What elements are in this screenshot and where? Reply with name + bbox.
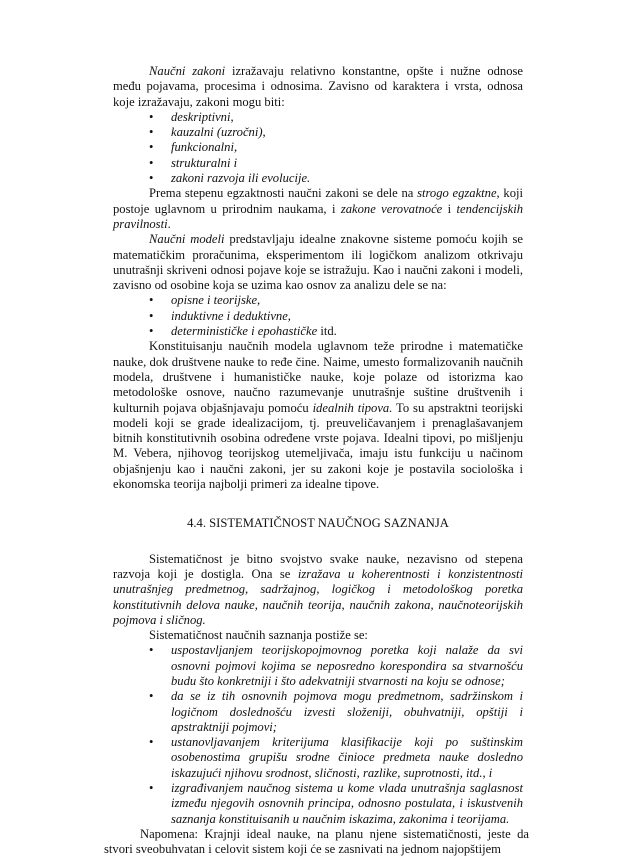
paragraph-scientific-models: Naučni modeli predstavljaju idealne znakovne sisteme pomoću kojih se matematičkim proračunima, eksperimentom ili logičkom analizom otkrivaju unutrašnji skriveni odnosi pojave koje se istražuju. Kao i naučni zakoni i modeli, zavisno od osobine koja se uzima kao osnov za analizu dele se na: xyxy=(113,232,523,293)
list-item: • zakoni razvoja ili evolucije. xyxy=(113,171,523,186)
list-item: • opisne i teorijske, xyxy=(113,293,523,308)
list-item: • funkcionalni, xyxy=(113,140,523,155)
term-scientific-models: Naučni modeli xyxy=(149,232,225,247)
list-item: • strukturalni i xyxy=(113,156,523,171)
list-item: • kauzalni (uzročni), xyxy=(113,125,523,140)
models-list xyxy=(113,293,523,339)
term-scientific-laws: Naučni zakoni xyxy=(149,64,226,78)
list-item: • ustanovljavanjem kriterijuma klasifikacije koji po suštinskim osobenostima grupišu srodne činioce predmeta nauke dosledno iskazujući njihovu srodnost, sličnosti, razlike, suprotnosti, itd., i xyxy=(113,735,523,781)
paragraph-achieved-by: Sistematičnost naučnih saznanja postiže se: xyxy=(149,628,368,643)
paragraph-ideal-types: Konstituisanju naučnih modela uglavnom teže prirodne i matematičke nauke, dok društvene nauke to ređe čine. Naime, umesto formalizovanih naučnih modela, društvene i humanističke nauke, koje polaze od istorizma kao metodološke osnove, naučno razumevanje unutrašnje suštine društvenih i kulturnih pojava objašnjavaju pomoću idealnih tipova. To su apstraktni teorijski modeli koji se grade idealizacijom, tj. preuveličavanjem i prenaglašavanjem bitnih konstitutivnih osobina određene vrste pojava. Idealni tipovi, po mišljenju M. Vebera, njihovog teorijskog utemeljivača, imaju istu funkciju u načinom objašnjenju kao i naučni zakoni, jer su zakoni koje je postavila sociološka i ekonomska teorija najbolji primeri za idealne tipove. xyxy=(113,339,523,492)
list-item: • determinističke i epohastičke itd. xyxy=(113,324,523,339)
list-item: • uspostavljanjem teorijskopojmovnog poretka koji nalaže da svi osnovni pojmovi kojima se neposredno korespondira sa stvarnošću budu što konkretniji i što adekvatniji stvarnosti na koju se odnose; xyxy=(113,643,523,689)
paragraph-scientific-laws: Naučni zakoni izražavaju relativno konstantne, opšte i nužne odnose među pojavama, procesima i odnosima. Zavisno od karaktera i vrsta, odnosa koje izražavaju, zakoni mogu biti: xyxy=(113,64,523,109)
paragraph-systematicity: Sistematičnost je bitno svojstvo svake nauke, nezavisno od stepena razvoja koji je dostigla. Ona se izražava u koherentnosti i konzistentnosti unutrašnjeg predmetnog, sadržajnog, logičkog i metodološkog poretka konstitutivnih delova nauke, naučnih teorija, naučnih zakona, naučnoteorijskih pojmova i sličnog. xyxy=(113,551,523,627)
laws-list xyxy=(113,110,523,186)
list-item: • induktivne i deduktivne, xyxy=(113,309,523,324)
list-item: • deskriptivni, xyxy=(113,110,523,125)
list-item: • da se iz tih osnovnih pojmova mogu predmetnom, sadržinskom i logičnom doslednošću izvesti složeniji, obuhvatniji, opštiji i apstraktniji pojmovi; xyxy=(113,689,523,735)
list-item: • izgrađivanjem naučnog sistema u kome vlada unutrašnja saglasnost između njegovih osnovnih principa, odnosno postulata, i iskustvenih saznanja konstituisanih u naučnim iskazima, zakonima i teorijama. xyxy=(113,781,523,827)
systematicity-list xyxy=(113,643,523,827)
paragraph-exactness: Prema stepenu egzaktnosti naučni zakoni se dele na strogo egzaktne, koji postoje uglavnom u prirodnim naukama, i zakone verovatnoće i tendencijskih pravilnosti. xyxy=(113,186,523,231)
document-page xyxy=(104,64,529,858)
paragraph-note: Napomena: Krajnji ideal nauke, na planu njene sistematičnosti, jeste da stvori sveobuhvatan i celovit sistem koji će se zasnivati na jednom najopštijem xyxy=(104,826,529,857)
section-heading: 4.4. SISTEMATIČNOST NAUČNOG SAZNANJA xyxy=(187,516,449,531)
